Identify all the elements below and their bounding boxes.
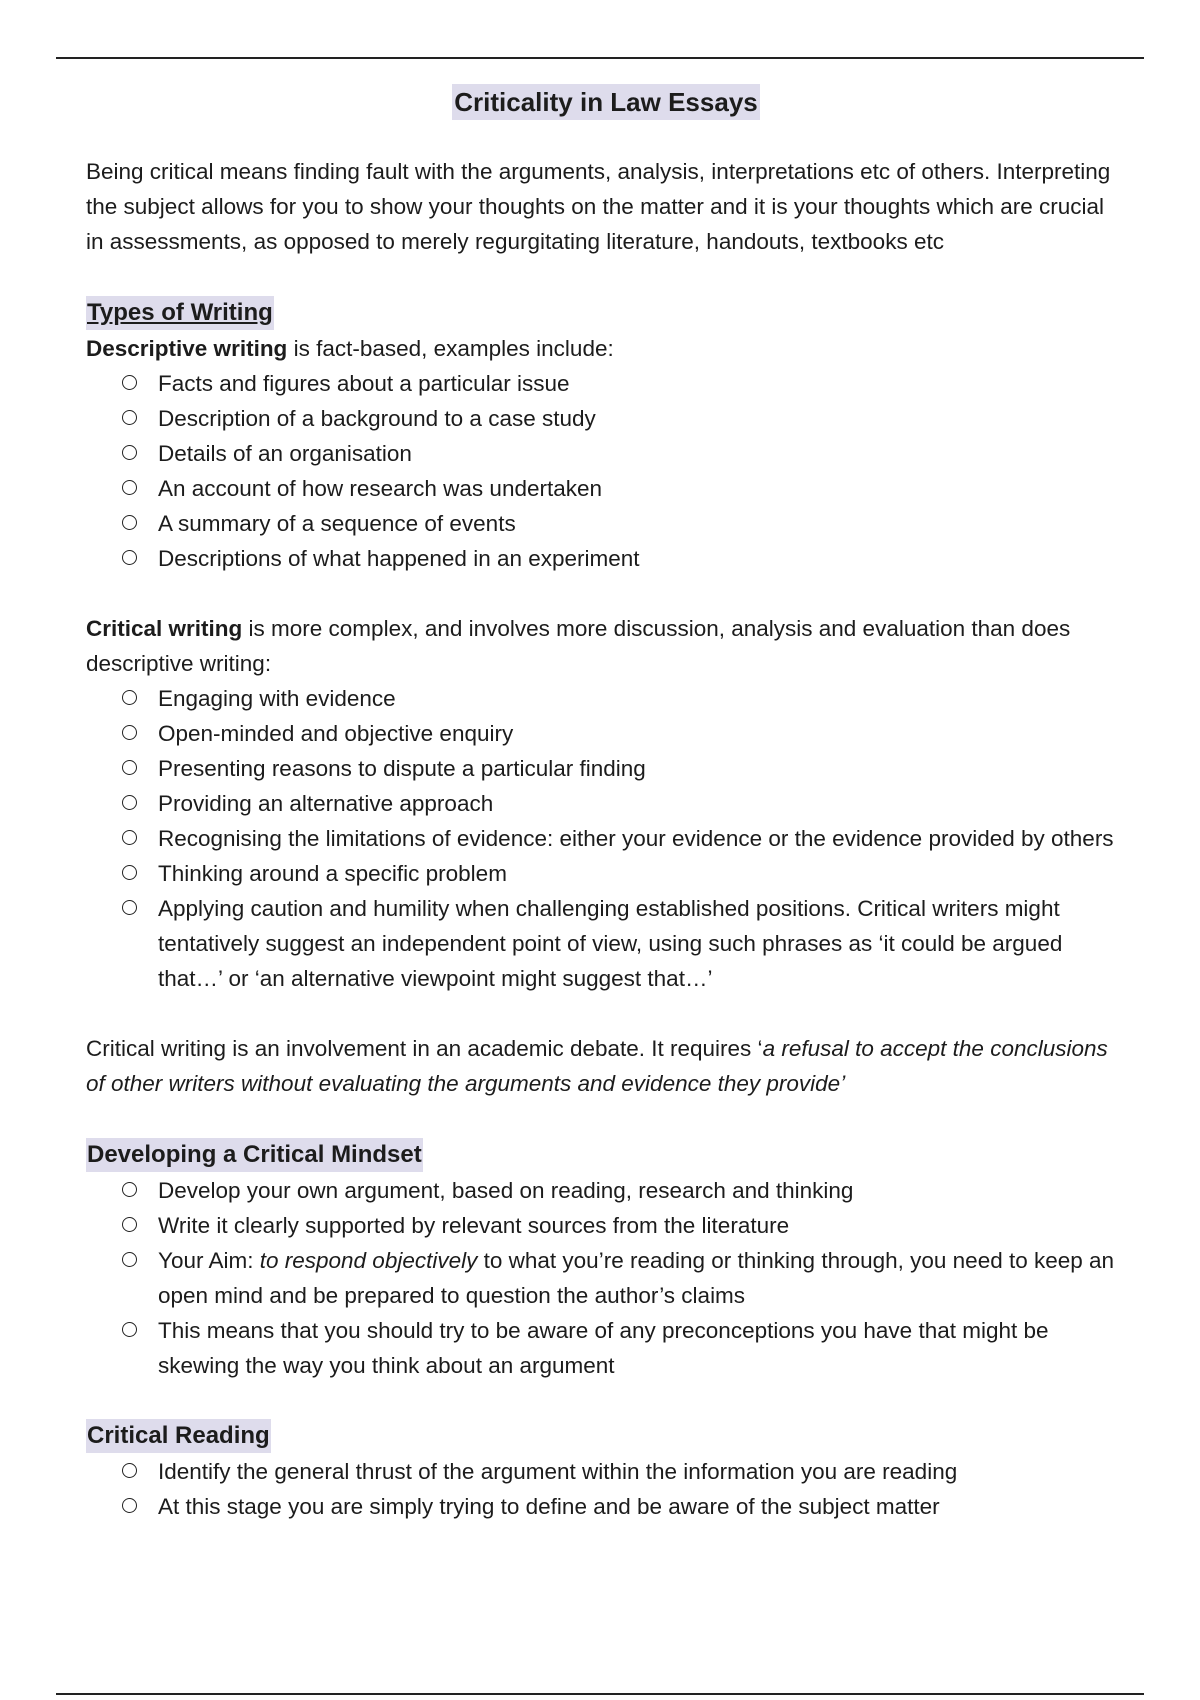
mindset-list [86, 1173, 1126, 1383]
list-item-text: Open-minded and objective enquiry [158, 721, 514, 746]
descriptive-writing-term: Descriptive writing [86, 336, 288, 361]
list-item [122, 681, 1126, 716]
circle-bullet-icon [122, 550, 137, 565]
list-item-text: Engaging with evidence [158, 686, 396, 711]
list-item [122, 1489, 1126, 1524]
list-item [122, 856, 1126, 891]
descriptive-writing-text: is fact-based, examples include: [287, 336, 614, 361]
list-item [122, 1313, 1126, 1383]
circle-bullet-icon [122, 795, 137, 810]
list-item-text: Description of a background to a case study [158, 406, 596, 431]
aim-emphasis: to respond objectively [259, 1248, 478, 1273]
critical-writing-intro [86, 611, 1126, 681]
circle-bullet-icon [122, 1498, 137, 1513]
list-item [122, 471, 1126, 506]
intro-paragraph: Being critical means finding fault with the arguments, analysis, interpretations etc of others. Interpreting the subject allows for you to show your thoughts on the matter and it is your thoughts which are crucial in assessments, as opposed to merely regurgitating literature, handouts, textbooks etc [86, 159, 1111, 254]
list-item [122, 821, 1126, 856]
circle-bullet-icon [122, 480, 137, 495]
circle-bullet-icon [122, 445, 137, 460]
critical-mindset-heading: Developing a Critical Mindset [86, 1138, 423, 1172]
list-item-text: Details of an organisation [158, 441, 412, 466]
academic-debate-paragraph [86, 1031, 1126, 1101]
list-item [122, 401, 1126, 436]
page-title: Criticality in Law Essays [452, 84, 759, 120]
reading-list [86, 1454, 1126, 1524]
spacer [86, 576, 1126, 611]
list-item [122, 1243, 1126, 1313]
critical-list [86, 681, 1126, 996]
list-item-text: Write it clearly supported by relevant sources from the literature [158, 1213, 790, 1238]
circle-bullet-icon [122, 760, 137, 775]
mindset-heading-row [86, 1137, 1126, 1173]
debate-text: Critical writing is an involvement in an academic debate. It requires ‘ [86, 1036, 763, 1061]
circle-bullet-icon [122, 375, 137, 390]
list-item-text: Presenting reasons to dispute a particular finding [158, 756, 646, 781]
list-item-text: This means that you should try to be aware of any preconceptions you have that might be skewing the way you think about an argument [158, 1318, 1049, 1378]
critical-writing-text: is more complex, and involves more discussion, analysis and evaluation than does descriptive writing: [86, 616, 1071, 676]
list-item-text: An account of how research was undertaken [158, 476, 603, 501]
list-item [122, 436, 1126, 471]
list-item [122, 751, 1126, 786]
circle-bullet-icon [122, 410, 137, 425]
circle-bullet-icon [122, 865, 137, 880]
circle-bullet-icon [122, 1322, 137, 1337]
circle-bullet-icon [122, 1217, 137, 1232]
list-item-text: Applying caution and humility when challenging established positions. Critical writers might tentatively suggest an independent point of view, using such phrases as ‘it could be argued that…’ or ‘an alternative viewpoint might suggest that…’ [158, 896, 1063, 991]
list-item [122, 716, 1126, 751]
list-item-text: Facts and figures about a particular issue [158, 371, 570, 396]
circle-bullet-icon [122, 1182, 137, 1197]
list-item-text: Providing an alternative approach [158, 791, 494, 816]
critical-reading-heading: Critical Reading [86, 1419, 271, 1453]
types-heading-row [86, 295, 1126, 331]
circle-bullet-icon [122, 1252, 137, 1267]
spacer [86, 996, 1126, 1031]
circle-bullet-icon [122, 830, 137, 845]
list-item-text: Descriptions of what happened in an experiment [158, 546, 640, 571]
critical-writing-term: Critical writing [86, 616, 243, 641]
list-item-text: At this stage you are simply trying to define and be aware of the subject matter [158, 1494, 940, 1519]
spacer [86, 1383, 1126, 1418]
list-item-text: Recognising the limitations of evidence: either your evidence or the evidence provided by others [158, 826, 1114, 851]
list-item [122, 1208, 1126, 1243]
list-item-text: Identify the general thrust of the argument within the information you are reading [158, 1459, 958, 1484]
list-item-text: A summary of a sequence of events [158, 511, 516, 536]
aim-prefix: Your Aim: [158, 1248, 260, 1273]
list-item [122, 366, 1126, 401]
descriptive-writing-intro [86, 331, 1126, 366]
circle-bullet-icon [122, 900, 137, 915]
descriptive-list [86, 366, 1126, 576]
list-item [122, 506, 1126, 541]
types-of-writing-heading: Types of Writing [86, 296, 274, 330]
document-page [86, 84, 1126, 1524]
circle-bullet-icon [122, 725, 137, 740]
list-item-text: Develop your own argument, based on reading, research and thinking [158, 1178, 854, 1203]
circle-bullet-icon [122, 690, 137, 705]
debate-quote: a refusal to accept the conclusions of other writers without evaluating the arguments and evidence they provide’ [86, 1036, 1108, 1096]
circle-bullet-icon [122, 515, 137, 530]
bottom-rule [56, 1693, 1144, 1695]
top-rule [56, 57, 1144, 59]
list-item [122, 1454, 1126, 1489]
aim-text: to what you’re reading or thinking through, you need to keep an open mind and be prepared to question the author’s claims [158, 1248, 1115, 1308]
list-item [122, 541, 1126, 576]
list-item [122, 891, 1126, 996]
list-item [122, 786, 1126, 821]
title-wrap [86, 84, 1126, 122]
list-item-text: Thinking around a specific problem [158, 861, 507, 886]
reading-heading-row [86, 1418, 1126, 1454]
list-item [122, 1173, 1126, 1208]
circle-bullet-icon [122, 1463, 137, 1478]
